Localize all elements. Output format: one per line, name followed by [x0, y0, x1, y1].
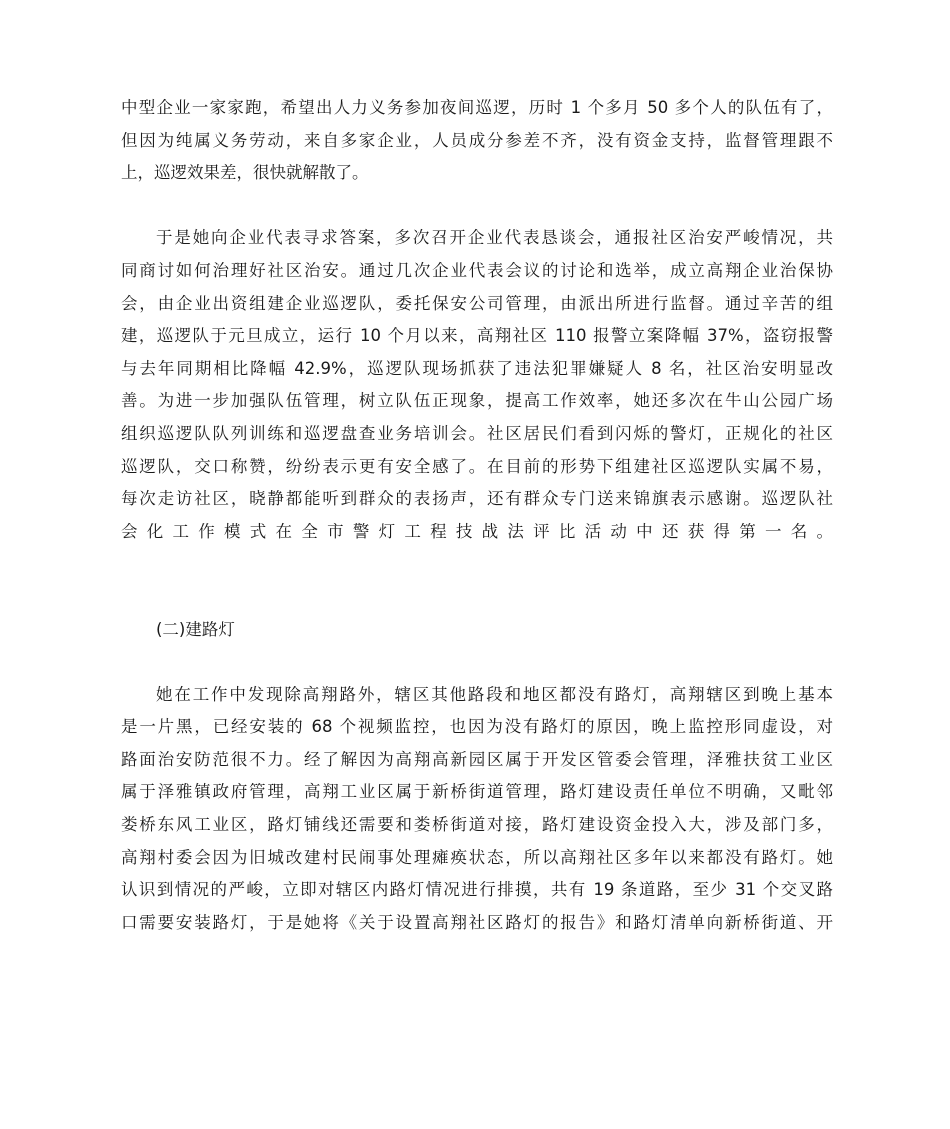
section-heading — [121, 614, 833, 647]
text-line: 她在工作中发现除高翔路外，辖区其他路段和地区都没有路灯，高翔辖区到晚上基本 — [156, 684, 833, 704]
paragraph-3 — [121, 679, 833, 940]
text-line: 高翔村委会因为旧城改建村民闹事处理瘫痪状态，所以高翔社区多年以来都没有路灯。她 — [121, 847, 833, 867]
text-line — [121, 548, 833, 581]
text-line: 认识到情况的严峻，立即对辖区内路灯情况进行排摸，共有 19 条道路，至少 31 个交叉路 — [121, 880, 833, 900]
paragraph-gap — [121, 190, 833, 223]
text-line: 口需要安装路灯，于是她将《关于设置高翔社区路灯的报告》和路灯清单向新桥街道、开 — [121, 912, 833, 932]
paragraph-gap — [121, 581, 833, 614]
text-line: 会化工作模式在全市警灯工程技战法评比活动中还获得第一名。 — [121, 521, 833, 541]
document-body — [121, 92, 833, 939]
text-line: 建，巡逻队于元旦成立，运行 10 个月以来，高翔社区 110 报警立案降幅 37%，盗窃报警 — [121, 326, 833, 346]
paragraph-2 — [121, 222, 833, 581]
text-line: 于是她向企业代表寻求答案，多次召开企业代表恳谈会，通报社区治安严峻情况，共 — [156, 228, 833, 248]
text-line: 中型企业一家家跑，希望出人力义务参加夜间巡逻，历时 1 个多月 50 多个人的队伍有了， — [121, 98, 833, 117]
text-line: 但因为纯属义务劳动，来自多家企业，人员成分参差不齐，没有资金支持，监督管理跟不 — [121, 130, 833, 150]
text-line: 每次走访社区，晓静都能听到群众的表扬声，还有群众专门送来锦旗表示感谢。巡逻队社 — [121, 489, 833, 509]
text-line: 路面治安防范很不力。经了解因为高翔高新园区属于开发区管委会管理，泽雅扶贫工业区 — [121, 749, 833, 769]
section-heading-text: (二)建路灯 — [156, 619, 235, 639]
text-line: 组织巡逻队队列训练和巡逻盘查业务培训会。社区居民们看到闪烁的警灯，正规化的社区 — [121, 423, 833, 443]
paragraph-gap — [121, 646, 833, 679]
text-line: 与去年同期相比降幅 42.9%，巡逻队现场抓获了违法犯罪嫌疑人 8 名，社区治安明显改 — [121, 358, 833, 378]
text-line: 同商讨如何治理好社区治安。通过几次企业代表会议的讨论和选举，成立高翔企业治保协 — [121, 260, 833, 280]
paragraph-1 — [121, 92, 833, 190]
text-line: 是一片黑，已经安装的 68 个视频监控，也因为没有路灯的原因，晚上监控形同虚设，对 — [121, 717, 833, 737]
text-line: 属于泽雅镇政府管理，高翔工业区属于新桥街道管理，路灯建设责任单位不明确，又毗邻 — [121, 782, 833, 802]
text-line: 善。为进一步加强队伍管理，树立队伍正现象，提高工作效率，她还多次在牛山公园广场 — [121, 391, 833, 411]
text-line: 巡逻队，交口称赞，纷纷表示更有安全感了。在目前的形势下组建社区巡逻队实属不易， — [121, 456, 833, 476]
text-line: 上，巡逻效果差，很快就解散了。 — [121, 163, 369, 183]
text-line: 会，由企业出资组建企业巡逻队，委托保安公司管理，由派出所进行监督。通过辛苦的组 — [121, 293, 833, 313]
text-line: 娄桥东风工业区，路灯铺线还需要和娄桥街道对接，路灯建设资金投入大，涉及部门多， — [121, 815, 833, 835]
